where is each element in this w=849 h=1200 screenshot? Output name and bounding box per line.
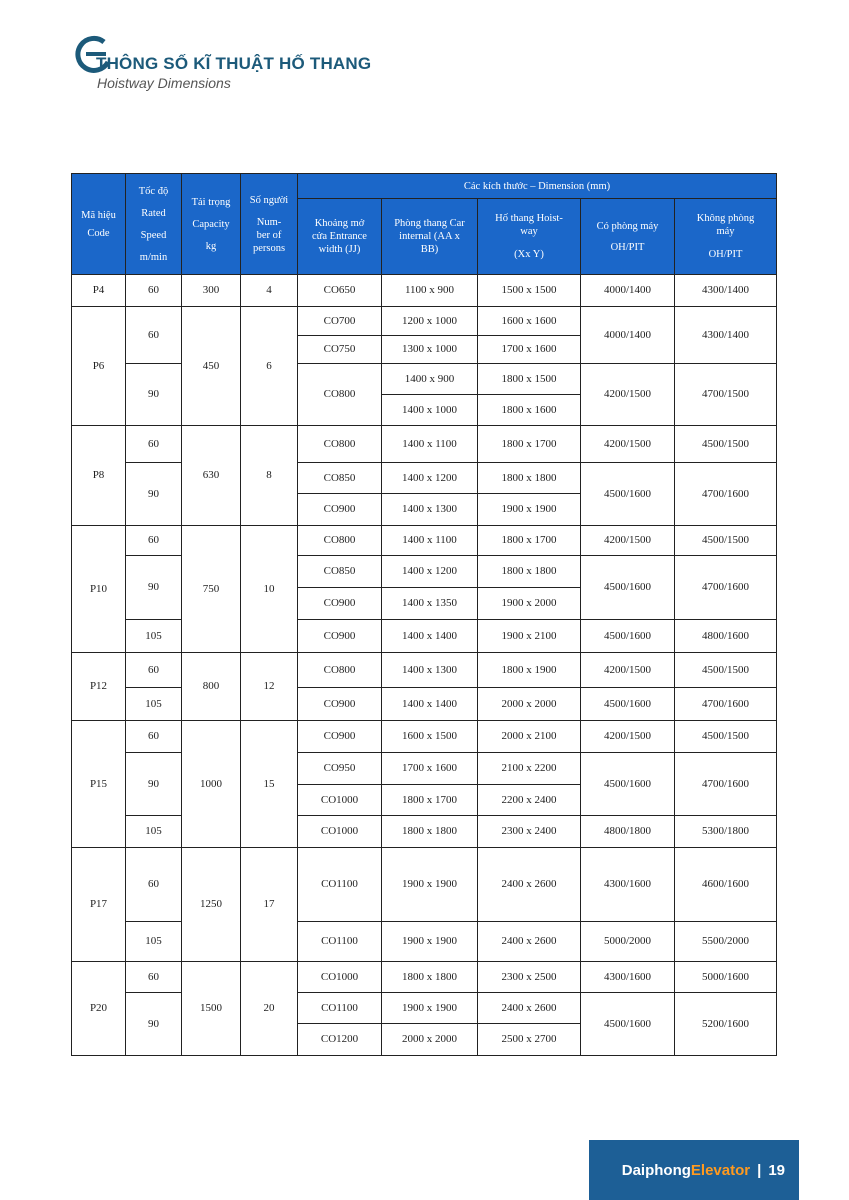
cell-hoistway: 2400 x 2600 (478, 993, 581, 1024)
cell-car: 1800 x 1800 (382, 962, 478, 993)
cell-oh-pit-mrl: 4500/1500 (675, 653, 777, 688)
cell-persons: 20 (241, 962, 298, 1056)
table-row (72, 526, 777, 556)
cell-oh-pit-mrl: 5000/1600 (675, 962, 777, 993)
cell-capacity: 450 (182, 307, 241, 426)
cell-oh-pit-mr: 4200/1500 (581, 526, 675, 556)
cell-speed: 105 (126, 688, 182, 721)
cell-entrance: CO900 (298, 620, 382, 653)
cell-car: 1100 x 900 (382, 275, 478, 307)
page-footer (589, 1140, 799, 1200)
cell-entrance: CO900 (298, 721, 382, 753)
cell-code: P10 (72, 526, 126, 653)
cell-car: 1400 x 1000 (382, 395, 478, 426)
cell-oh-pit-mr: 4200/1500 (581, 721, 675, 753)
table-row (72, 275, 777, 307)
cell-oh-pit-mrl: 5200/1600 (675, 993, 777, 1056)
cell-entrance: CO1100 (298, 848, 382, 922)
cell-entrance: CO1100 (298, 922, 382, 962)
cell-hoistway: 1900 x 2000 (478, 588, 581, 620)
cell-car: 1700 x 1600 (382, 753, 478, 785)
cell-car: 1300 x 1000 (382, 336, 478, 364)
cell-oh-pit-mr: 4000/1400 (581, 307, 675, 364)
cell-oh-pit-mr: 4300/1600 (581, 848, 675, 922)
cell-hoistway: 1800 x 1600 (478, 395, 581, 426)
header-speed: Tốc độ Rated Speed m/min (126, 174, 182, 275)
cell-entrance: CO900 (298, 688, 382, 721)
cell-speed: 60 (126, 848, 182, 922)
cell-speed: 60 (126, 275, 182, 307)
cell-code: P15 (72, 721, 126, 848)
cell-hoistway: 2300 x 2500 (478, 962, 581, 993)
cell-oh-pit-mr: 4800/1800 (581, 816, 675, 848)
cell-car: 1400 x 1300 (382, 494, 478, 526)
cell-entrance: CO900 (298, 494, 382, 526)
cell-hoistway: 2000 x 2000 (478, 688, 581, 721)
brand-name: Daiphong (621, 1161, 691, 1179)
cell-oh-pit-mr: 4200/1500 (581, 426, 675, 463)
cell-oh-pit-mr: 4500/1600 (581, 620, 675, 653)
cell-code: P20 (72, 962, 126, 1056)
cell-car: 1800 x 1800 (382, 816, 478, 848)
cell-hoistway: 2400 x 2600 (478, 922, 581, 962)
cell-hoistway: 2200 x 2400 (478, 785, 581, 816)
cell-oh-pit-mr: 5000/2000 (581, 922, 675, 962)
header-dimensions-group: Các kích thước – Dimension (mm) (298, 174, 777, 199)
cell-speed: 105 (126, 922, 182, 962)
table-row (72, 848, 777, 922)
cell-hoistway: 2500 x 2700 (478, 1024, 581, 1056)
cell-hoistway: 1600 x 1600 (478, 307, 581, 336)
cell-entrance: CO800 (298, 426, 382, 463)
cell-car: 1400 x 900 (382, 364, 478, 395)
cell-oh-pit-mrl: 4600/1600 (675, 848, 777, 922)
cell-oh-pit-mr: 4500/1600 (581, 993, 675, 1056)
cell-car: 1400 x 1400 (382, 688, 478, 721)
table-row (72, 620, 777, 653)
table-row (72, 721, 777, 753)
cell-capacity: 1500 (182, 962, 241, 1056)
cell-oh-pit-mrl: 4700/1600 (675, 463, 777, 526)
cell-entrance: CO850 (298, 463, 382, 494)
cell-oh-pit-mr: 4500/1600 (581, 753, 675, 816)
cell-oh-pit-mrl: 4700/1600 (675, 688, 777, 721)
cell-speed: 105 (126, 816, 182, 848)
table-row (72, 307, 777, 336)
cell-hoistway: 2000 x 2100 (478, 721, 581, 753)
cell-car: 1400 x 1350 (382, 588, 478, 620)
table-row (72, 463, 777, 494)
cell-speed: 60 (126, 962, 182, 993)
cell-entrance: CO800 (298, 653, 382, 688)
cell-entrance: CO950 (298, 753, 382, 785)
cell-hoistway: 1900 x 2100 (478, 620, 581, 653)
header-entrance-width: Khoảng mở cửa Entrance width (JJ) (298, 199, 382, 275)
cell-car: 1400 x 1100 (382, 426, 478, 463)
footer-separator: | (757, 1161, 762, 1179)
cell-oh-pit-mr: 4300/1600 (581, 962, 675, 993)
header-machine-room-less: Không phòng máy OH/PIT (675, 199, 777, 275)
cell-hoistway: 1900 x 1900 (478, 494, 581, 526)
cell-entrance: CO1000 (298, 962, 382, 993)
cell-entrance: CO1000 (298, 785, 382, 816)
cell-hoistway: 1800 x 1700 (478, 526, 581, 556)
cell-hoistway: 1800 x 1800 (478, 463, 581, 494)
cell-speed: 60 (126, 526, 182, 556)
header-persons: Số người Num- ber of persons (241, 174, 298, 275)
cell-capacity: 750 (182, 526, 241, 653)
page-subtitle: Hoistway Dimensions (97, 75, 231, 91)
cell-capacity: 1250 (182, 848, 241, 962)
cell-oh-pit-mr: 4500/1600 (581, 556, 675, 620)
cell-hoistway: 1800 x 1700 (478, 426, 581, 463)
cell-oh-pit-mr: 4000/1400 (581, 275, 675, 307)
header-car-internal: Phòng thang Car internal (AA x BB) (382, 199, 478, 275)
cell-car: 1400 x 1100 (382, 526, 478, 556)
cell-speed: 90 (126, 463, 182, 526)
cell-car: 1900 x 1900 (382, 922, 478, 962)
cell-oh-pit-mrl: 4300/1400 (675, 307, 777, 364)
cell-persons: 8 (241, 426, 298, 526)
cell-car: 1400 x 1200 (382, 556, 478, 588)
cell-oh-pit-mrl: 4800/1600 (675, 620, 777, 653)
cell-car: 2000 x 2000 (382, 1024, 478, 1056)
table-row (72, 364, 777, 395)
cell-oh-pit-mrl: 4700/1600 (675, 556, 777, 620)
cell-speed: 90 (126, 993, 182, 1056)
cell-persons: 17 (241, 848, 298, 962)
cell-capacity: 630 (182, 426, 241, 526)
cell-oh-pit-mrl: 5500/2000 (675, 922, 777, 962)
cell-car: 1400 x 1400 (382, 620, 478, 653)
cell-hoistway: 1800 x 1500 (478, 364, 581, 395)
cell-code: P6 (72, 307, 126, 426)
cell-capacity: 300 (182, 275, 241, 307)
cell-car: 1600 x 1500 (382, 721, 478, 753)
cell-speed: 105 (126, 620, 182, 653)
cell-car: 1200 x 1000 (382, 307, 478, 336)
table-row (72, 922, 777, 962)
cell-speed: 60 (126, 653, 182, 688)
cell-capacity: 800 (182, 653, 241, 721)
cell-hoistway: 1500 x 1500 (478, 275, 581, 307)
cell-car: 1900 x 1900 (382, 993, 478, 1024)
cell-speed: 90 (126, 556, 182, 620)
cell-hoistway: 1800 x 1900 (478, 653, 581, 688)
cell-oh-pit-mr: 4500/1600 (581, 688, 675, 721)
cell-oh-pit-mrl: 4700/1600 (675, 753, 777, 816)
cell-oh-pit-mrl: 4500/1500 (675, 721, 777, 753)
cell-hoistway: 2100 x 2200 (478, 753, 581, 785)
cell-entrance: CO750 (298, 336, 382, 364)
page-number: 19 (768, 1161, 785, 1179)
cell-persons: 10 (241, 526, 298, 653)
cell-hoistway: 2400 x 2600 (478, 848, 581, 922)
cell-code: P17 (72, 848, 126, 962)
cell-capacity: 1000 (182, 721, 241, 848)
cell-persons: 12 (241, 653, 298, 721)
cell-entrance: CO1100 (298, 993, 382, 1024)
table-row (72, 653, 777, 688)
brand-name-accent: Elevator (690, 1161, 751, 1179)
cell-oh-pit-mrl: 4700/1500 (675, 364, 777, 426)
cell-entrance: CO1000 (298, 816, 382, 848)
cell-code: P8 (72, 426, 126, 526)
cell-oh-pit-mrl: 4500/1500 (675, 426, 777, 463)
header-capacity: Tải trọng Capacity kg (182, 174, 241, 275)
cell-speed: 90 (126, 753, 182, 816)
cell-oh-pit-mrl: 4300/1400 (675, 275, 777, 307)
cell-speed: 60 (126, 426, 182, 463)
table-row (72, 688, 777, 721)
cell-oh-pit-mr: 4500/1600 (581, 463, 675, 526)
hoistway-dimensions-table (71, 173, 777, 1056)
table-row (72, 962, 777, 993)
cell-car: 1400 x 1300 (382, 653, 478, 688)
cell-oh-pit-mrl: 5300/1800 (675, 816, 777, 848)
cell-speed: 60 (126, 307, 182, 364)
cell-entrance: CO800 (298, 364, 382, 426)
header-hoistway: Hố thang Hoist- way (Xx Y) (478, 199, 581, 275)
cell-persons: 6 (241, 307, 298, 426)
table-row (72, 753, 777, 785)
cell-code: P12 (72, 653, 126, 721)
table-row (72, 556, 777, 588)
cell-entrance: CO800 (298, 526, 382, 556)
table-row (72, 993, 777, 1024)
table-row (72, 816, 777, 848)
cell-car: 1400 x 1200 (382, 463, 478, 494)
cell-oh-pit-mr: 4200/1500 (581, 653, 675, 688)
cell-entrance: CO850 (298, 556, 382, 588)
cell-code: P4 (72, 275, 126, 307)
cell-car: 1800 x 1700 (382, 785, 478, 816)
cell-persons: 15 (241, 721, 298, 848)
cell-hoistway: 2300 x 2400 (478, 816, 581, 848)
cell-car: 1900 x 1900 (382, 848, 478, 922)
table-row (72, 426, 777, 463)
cell-oh-pit-mrl: 4500/1500 (675, 526, 777, 556)
cell-oh-pit-mr: 4200/1500 (581, 364, 675, 426)
cell-persons: 4 (241, 275, 298, 307)
cell-entrance: CO1200 (298, 1024, 382, 1056)
cell-entrance: CO650 (298, 275, 382, 307)
page-title: THÔNG SỐ KĨ THUẬT HỐ THANG (96, 54, 372, 73)
cell-entrance: CO700 (298, 307, 382, 336)
cell-entrance: CO900 (298, 588, 382, 620)
cell-hoistway: 1700 x 1600 (478, 336, 581, 364)
header-machine-room: Có phòng máy OH/PIT (581, 199, 675, 275)
cell-speed: 90 (126, 364, 182, 426)
cell-speed: 60 (126, 721, 182, 753)
header-code: Mã hiệu Code (72, 174, 126, 275)
cell-hoistway: 1800 x 1800 (478, 556, 581, 588)
